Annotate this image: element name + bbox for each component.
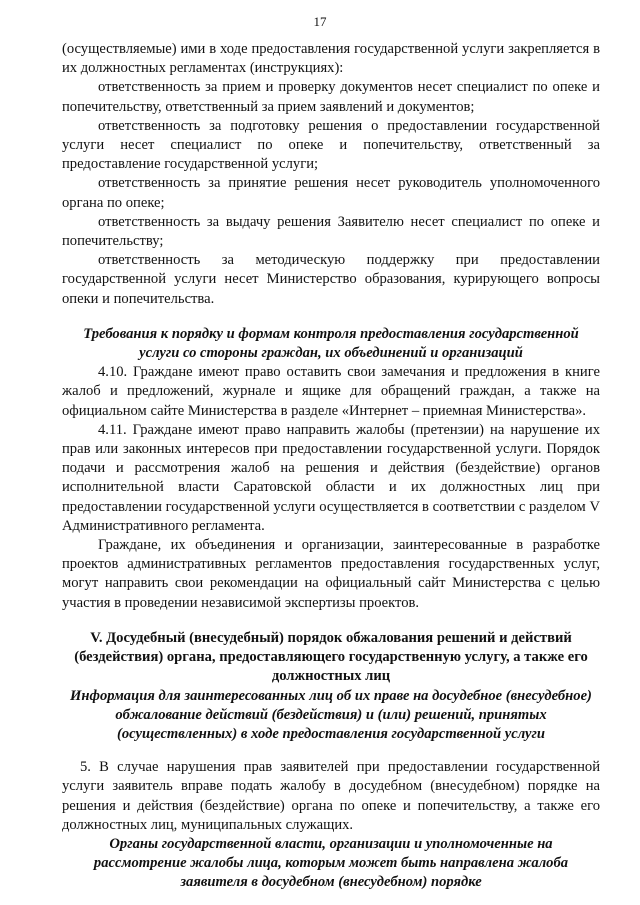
- paragraph-5: 5. В случае нарушения прав заявителей при предоставлении государственной услуги заявитель вправе подать жалобу в досудебном (внесудебном) порядке на решения и действия (бездействие) органа по опеке и попечительству, а также его должностных лиц, муниципальных служащих.: [62, 759, 600, 833]
- paragraph: ответственность за выдачу решения Заявителю несет специалист по опеке и попечительству;: [62, 213, 600, 250]
- section-v-title: V. Досудебный (внесудебный) порядок обжалования решений и действий (бездействия) органа, предоставляющего государственную услугу, а также его должностных лиц: [74, 629, 588, 685]
- paragraph: ответственность за подготовку решения о предоставлении государственной услуги несет специалист по опеке и попечительству, ответственный за предоставление государственной услуги;: [62, 117, 600, 173]
- paragraph-4-11: 4.11. Граждане имеют право направить жалобы (претензии) на нарушение их прав или законных интересов при предоставлении государственной услуги. Порядок подачи и рассмотрения жалоб на решения и действия (бездействие) органов исполнительной власти Саратовской области и их должностных лиц при предоставлении государственной услуги осуществляется в соответствии с разделом V Административного регламента.: [62, 421, 600, 534]
- paragraph: Граждане, их объединения и организации, заинтересованные в разработке проектов административных регламентов предоставления государственных услуг, могут направить свои рекомендации на официальный сайт Министерства с целью участия в проведении независимой экспертизы проектов.: [62, 537, 600, 611]
- paragraph: ответственность за методическую поддержку при предоставлении государственной услуги несет Министерство образования, курирующего вопросы опеки и попечительства.: [62, 252, 600, 307]
- section-v-subheading-2: Органы государственной власти, организации и уполномоченные на рассмотрение жалобы лица, которым может быть направлена жалоба заявителя в досудебном (внесудебном) порядке: [93, 835, 569, 891]
- section-heading-control: Требования к порядку и формам контроля предоставления государственной услуги со стороны граждан, их объединений и организаций: [83, 325, 579, 362]
- page-number: 17: [313, 14, 327, 29]
- paragraph-4-10: 4.10. Граждане имеют право оставить свои замечания и предложения в книге жалоб и предложений, журнале и ящике для обращений граждан, а также на официальном сайте Министерства в разделе «Интернет – приемная Министерства».: [62, 364, 600, 419]
- paragraph: ответственность за прием и проверку документов несет специалист по опеке и попечительству, ответственный за прием заявлений и документов;: [62, 79, 600, 115]
- paragraph: ответственность за принятие решения несет руководитель уполномоченного органа по опеке;: [62, 175, 600, 211]
- section-v-subheading: Информация для заинтересованных лиц об их праве на досудебное (внесудебное) обжалование действий (бездействия) и (или) решений, принятых (осуществленных) в ходе предоставления государственной услуги: [70, 687, 592, 742]
- document-body: [62, 40, 600, 893]
- paragraph: (осуществляемые) ими в ходе предоставления государственной услуги закрепляется в их должностных регламентах (инструкциях):: [62, 41, 600, 77]
